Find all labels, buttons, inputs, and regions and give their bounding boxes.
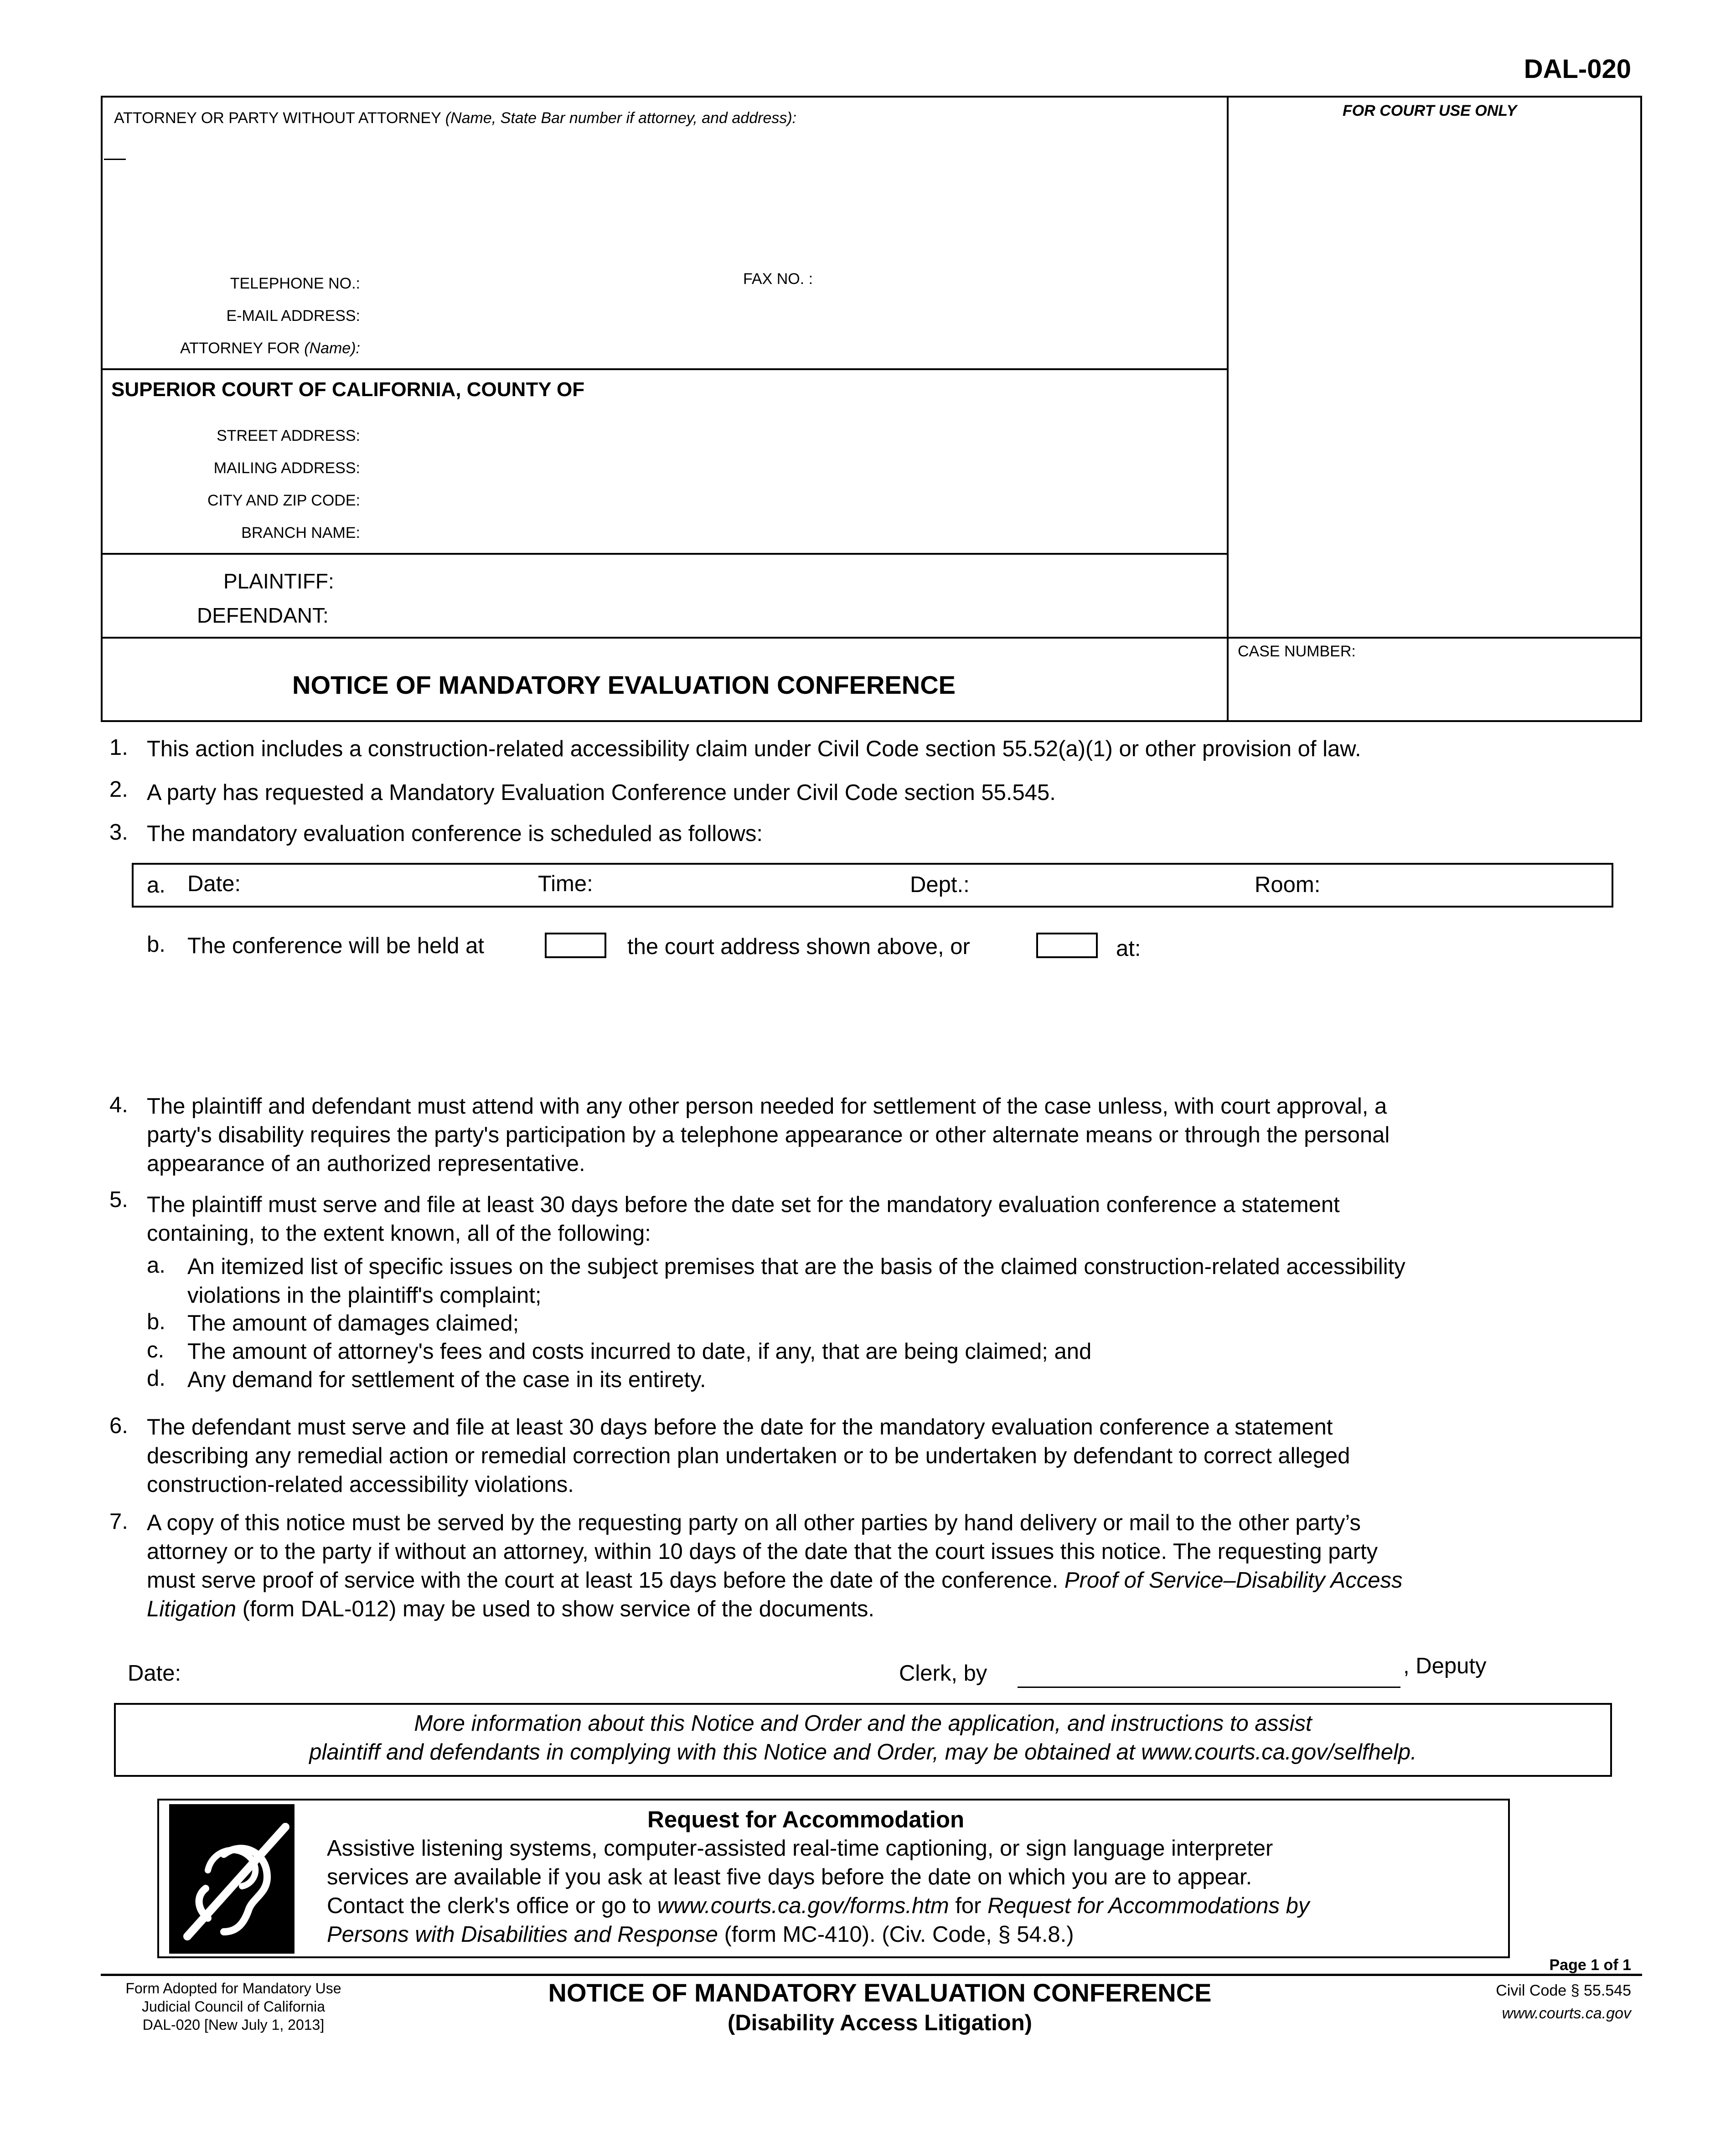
fax-label: FAX NO. : (743, 270, 813, 288)
branch-label: BRANCH NAME: (241, 524, 360, 542)
hearing-assistance-icon (169, 1804, 294, 1954)
footer-rule (101, 1974, 1642, 1976)
email-label: E-MAIL ADDRESS: (226, 307, 360, 325)
plaintiff-label: PLAINTIFF: (223, 569, 334, 593)
other-address-option: at: (1116, 936, 1141, 961)
schedule-box (132, 863, 1613, 908)
item-1-number: 1. (109, 735, 128, 760)
footer-website[interactable]: www.courts.ca.gov (1502, 2005, 1631, 2022)
item-4-text: The plaintiff and defendant must attend with any other person needed for settlement of the case unless, with court approval, a party's disability requires the party's participation by a telephone appearance or other alternate means or through the personal appearance of an authorized representative. (147, 1094, 1390, 1176)
item-3b-text: The conference will be held at (187, 934, 484, 958)
item-5-number: 5. (109, 1187, 128, 1212)
street-label: STREET ADDRESS: (217, 427, 360, 444)
court-address-checkbox[interactable] (545, 933, 606, 958)
other-address-checkbox[interactable] (1036, 933, 1098, 958)
item-3-number: 3. (109, 820, 128, 845)
signature-date-label: Date: (128, 1661, 181, 1686)
item-7-text: A copy of this notice must be served by the requesting party on all other parties by hand delivery or mail to the other party’s attorney or to the party if without an attorney, within 10 days of the date that the court issues this notice. The requesting party must serve proof of service with the court at least 15 days before the date of the conference. Proof of Service–Disability Access Litigation (form DAL-012) may be used to show service of the documents. (147, 1511, 1403, 1621)
clerk-signature-line[interactable] (1018, 1687, 1400, 1688)
item-5a-letter: a. (147, 1253, 165, 1278)
item-5b-letter: b. (147, 1310, 165, 1334)
item-5c-letter: c. (147, 1338, 165, 1362)
item-5-text: The plaintiff must serve and file at least 30 days before the date set for the mandatory evaluation conference a statement containing, to the extent known, all of the following: (147, 1192, 1340, 1246)
clerk-label: Clerk, by (899, 1661, 987, 1686)
court-name: SUPERIOR COURT OF CALIFORNIA, COUNTY OF (111, 378, 585, 401)
item-5a-text: An itemized list of specific issues on the subject premises that are the basis of the claimed construction-related accessibility violations in the plaintiff's complaint; (187, 1254, 1405, 1308)
caption-divider (1227, 96, 1229, 722)
item-3-text: The mandatory evaluation conference is scheduled as follows: (147, 821, 763, 846)
item-5b-text: The amount of damages claimed; (187, 1311, 519, 1336)
attorney-dash (104, 159, 126, 160)
item-3b-letter: b. (147, 932, 165, 957)
date-label[interactable]: Date: (187, 872, 241, 896)
item-2-text: A party has requested a Mandatory Evaluation Conference under Civil Code section 55.545. (147, 780, 1056, 805)
court-address-option: the court address shown above, or (627, 934, 970, 959)
deputy-label: , Deputy (1403, 1654, 1487, 1678)
info-box-text: More information about this Notice and Order and the application, and instructions to assist plaintiff and defendants in complying with this Notice and Order, may be obtained at www.courts.ca.gov/selfhelp. (309, 1711, 1417, 1764)
room-label[interactable]: Room: (1255, 872, 1321, 897)
item-5d-letter: d. (147, 1366, 165, 1391)
item-2-number: 2. (109, 777, 128, 802)
item-1-text: This action includes a construction-related accessibility claim under Civil Code section 55.52(a)(1) or other provision of law. (147, 737, 1361, 761)
defendant-label: DEFENDANT: (197, 604, 329, 627)
page-number: Page 1 of 1 (1549, 1956, 1631, 1974)
time-label[interactable]: Time: (538, 872, 593, 896)
footer-adopted: Form Adopted for Mandatory Use Judicial Council of California DAL-020 [New July 1, 2013] (125, 1980, 341, 2033)
item-5d-text: Any demand for settlement of the case in its entirety. (187, 1367, 706, 1392)
caption-rule-parties (101, 553, 1228, 555)
form-number: DAL-020 (1524, 54, 1631, 84)
footer-code: Civil Code § 55.545 www.courts.ca.gov (1496, 1979, 1631, 2025)
footer-title: NOTICE OF MANDATORY EVALUATION CONFERENCE (Disability Access Litigation) (548, 1978, 1212, 2035)
accommodation-title: Request for Accommodation (647, 1806, 965, 1832)
caption-rule-title (101, 637, 1642, 639)
item-5c-text: The amount of attorney's fees and costs incurred to date, if any, that are being claimed; and (187, 1339, 1092, 1364)
attorney-label: ATTORNEY OR PARTY WITHOUT ATTORNEY (Name, State Bar number if attorney, and address): (114, 109, 797, 127)
attorney-for-label: ATTORNEY FOR (Name): (180, 340, 360, 357)
form-title: NOTICE OF MANDATORY EVALUATION CONFERENCE (292, 671, 956, 699)
mailing-label: MAILING ADDRESS: (213, 459, 360, 477)
item-4-number: 4. (109, 1093, 128, 1117)
dept-label[interactable]: Dept.: (910, 872, 970, 897)
case-number-label: CASE NUMBER: (1238, 643, 1356, 660)
item-6-text: The defendant must serve and file at least 30 days before the date for the mandatory evaluation conference a statement describing any remedial action or remedial correction plan undertaken or to be undertaken by defendant to correct alleged construction-related accessibility violations. (147, 1415, 1350, 1497)
item-6-number: 6. (109, 1414, 128, 1438)
caption-box (101, 96, 1642, 722)
city-label: CITY AND ZIP CODE: (207, 492, 360, 509)
accommodation-text: Assistive listening systems, computer-assisted real-time captioning, or sign language interpreter services are available if you ask at least five days before the date on which you are to appear. Contact the clerk's office or go to www.courts.ca.gov/forms.htm for Request for Accommodations by Persons with Disabilities and Response (form MC-410). (Civ. Code, § 54.8.) (327, 1836, 1310, 1947)
telephone-label: TELEPHONE NO.: (230, 275, 360, 292)
court-use-only: FOR COURT USE ONLY (1343, 102, 1517, 119)
item-7-number: 7. (109, 1509, 128, 1534)
item-3a-letter: a. (147, 873, 165, 898)
caption-rule-court (101, 368, 1228, 370)
